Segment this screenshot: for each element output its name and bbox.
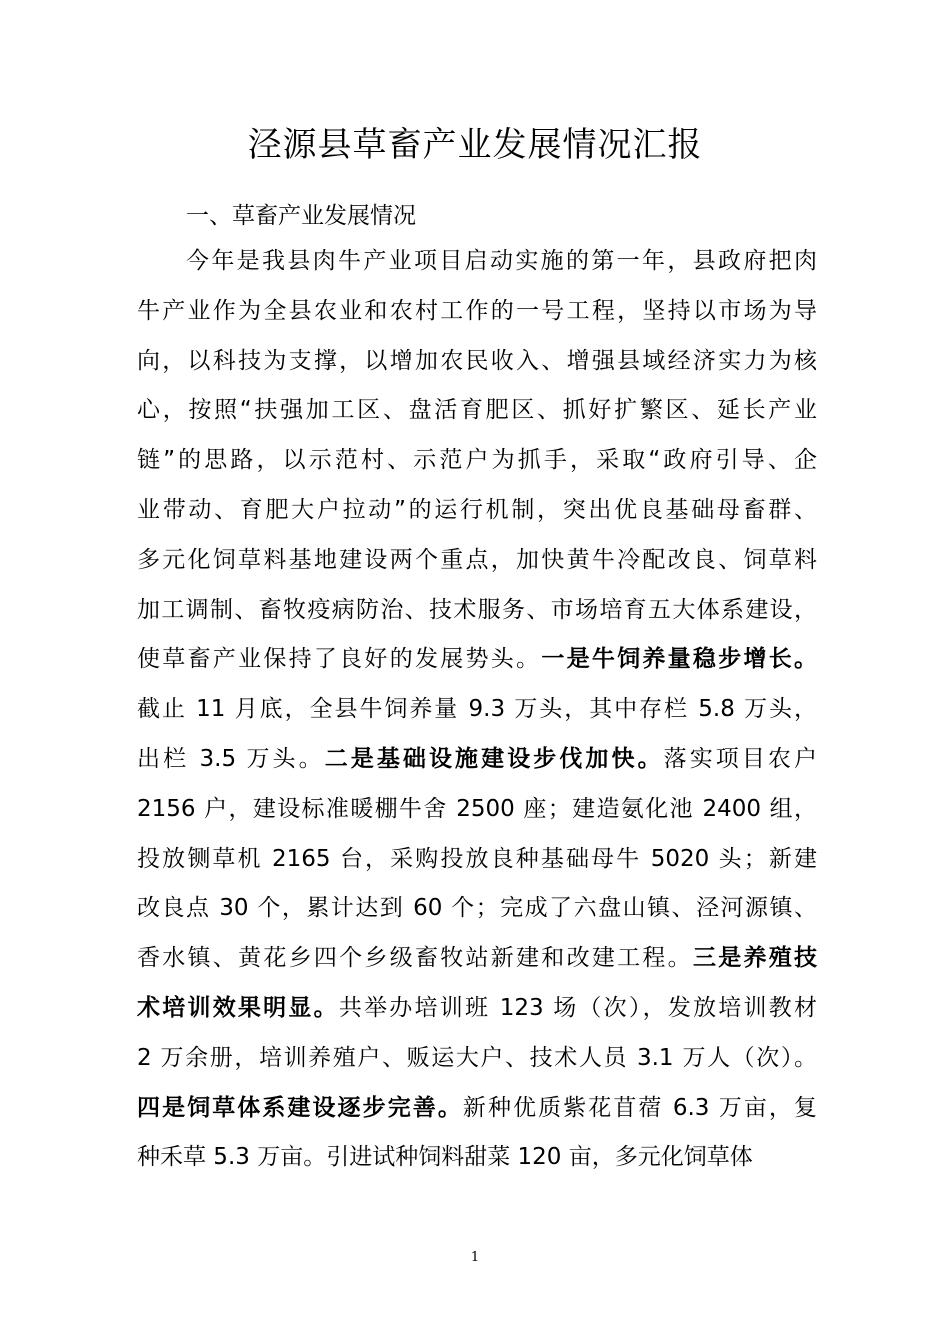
text-run: 落实项目农户 (663, 746, 818, 772)
text-run: 加工调制、畜牧疫病防治、技术服务、市场培育五大体系建设， (137, 596, 817, 623)
paragraph-line (137, 540, 817, 580)
text-run: 香水镇、黄花乡四个乡级畜牧站新建和改建工程。 (137, 945, 693, 972)
text-run: 链”的思路，以示范村、示范户为抓手，采取“政府引导、企 (137, 447, 817, 474)
paragraph-line (186, 241, 817, 281)
text-run: 多元化饲草料基地建设两个重点，加快黄牛冷配改良、饲草料 (137, 546, 817, 573)
bold-phrase: 一是牛饲养量稳步增长。 (541, 646, 818, 673)
paragraph-line (137, 988, 817, 1028)
paragraph-line (137, 639, 817, 679)
paragraph-line (137, 440, 817, 480)
paragraph-line (137, 1038, 817, 1078)
bold-phrase: 术培训效果明显。 (137, 995, 339, 1021)
text-run: 牛产业作为全县农业和农村工作的一号工程，坚持以市场为导 (137, 297, 817, 324)
paragraph-line (137, 689, 817, 729)
document-title: 泾源县草畜产业发展情况汇报 (247, 124, 703, 165)
paragraph-line (137, 1088, 817, 1128)
text-run: 向，以科技为支撑，以增加农民收入、增强县域经济实力为核 (137, 347, 817, 374)
paragraph-line (137, 888, 817, 928)
paragraph-line (137, 590, 817, 630)
text-run: 新种优质紫花苜蓿 6.3 万亩，复 (462, 1094, 818, 1121)
bold-phrase: 三是养殖技 (692, 945, 818, 972)
text-run: 截止 11 月底，全县牛饲养量 9.3 万头，其中存栏 5.8 万头， (137, 696, 817, 723)
paragraph-line (137, 739, 817, 779)
section-heading: 一、草畜产业发展情况 (186, 203, 416, 229)
paragraph-line (137, 341, 817, 381)
paragraph-line (137, 390, 817, 430)
paragraph-line (137, 291, 817, 331)
text-run: 2 万余册，培训养殖户、贩运大户、技术人员 3.1 万人（次）。 (137, 1044, 817, 1071)
text-run: 心，按照“扶强加工区、盘活育肥区、抓好扩繁区、延长产业 (137, 397, 817, 424)
text-run: 使草畜产业保持了良好的发展势头。 (137, 646, 542, 673)
text-run: 业带动、育肥大户拉动”的运行机制，突出优良基础母畜群、 (137, 497, 817, 523)
page-number: 1 (470, 1250, 480, 1265)
bold-phrase: 二是基础设施建设步伐加快。 (324, 746, 664, 772)
paragraph-line (137, 789, 817, 829)
paragraph-line (137, 839, 817, 879)
text-run: 种禾草 5.3 万亩。引进试种饲料甜菜 120 亩，多元化饲草体 (137, 1144, 753, 1171)
paragraph-line (137, 490, 817, 530)
paragraph-line (137, 1137, 817, 1177)
text-run: 2156 户，建设标准暖棚牛舍 2500 座；建造氨化池 2400 组， (137, 795, 817, 822)
text-run: 今年是我县肉牛产业项目启动实施的第一年，县政府把肉 (186, 248, 817, 274)
paragraph-line (137, 938, 817, 978)
text-run: 改良点 30 个，累计达到 60 个；完成了六盘山镇、泾河源镇、 (137, 895, 817, 922)
text-run: 出栏 3.5 万头。 (137, 746, 325, 772)
bold-phrase: 四是饲草体系建设逐步完善。 (137, 1094, 463, 1121)
text-run: 共举办培训班 123 场（次），发放培训教材 (338, 995, 817, 1021)
text-run: 投放铡草机 2165 台，采购投放良种基础母牛 5020 头；新建 (137, 845, 817, 872)
